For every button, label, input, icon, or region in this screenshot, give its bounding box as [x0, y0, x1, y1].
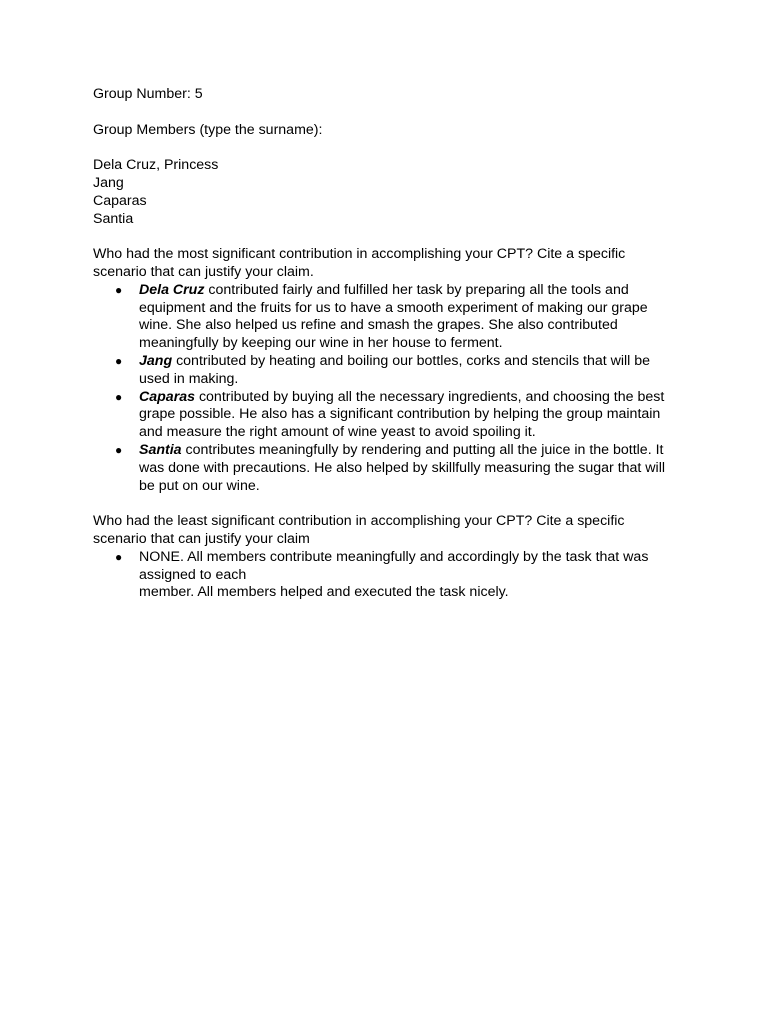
- member-surname: Jang: [139, 352, 173, 369]
- spacer: [93, 139, 673, 157]
- spacer: [93, 228, 673, 246]
- bullet-icon: ●: [115, 389, 123, 404]
- bullet-icon: ●: [115, 549, 123, 564]
- member-surname: Dela Cruz: [139, 281, 205, 298]
- list-item: [93, 549, 673, 602]
- member-surname: Santia: [139, 441, 182, 458]
- member-surname: Caparas: [139, 388, 195, 405]
- contribution-text: contributes meaningfully by rendering and putting all the juice in the bottle. It was done with precautions. He also helped by skillfully measuring the sugar that will be put on our wine.: [139, 441, 665, 494]
- question-most-significant: Who had the most significant contribution in accomplishing your CPT? Cite a specific scenario that can justify your claim.: [93, 246, 626, 280]
- list-item: [93, 353, 673, 389]
- answer-line: NONE. All members contribute meaningfully and accordingly by the task that was assigned to each: [139, 548, 649, 583]
- contribution-text: contributed by buying all the necessary ingredients, and choosing the best grape possible. He also has a significant contribution by helping the group maintain and measure the right amount of wine yeast to avoid spoiling it.: [139, 388, 665, 441]
- bullet-icon: ●: [115, 442, 123, 457]
- member-name: Caparas: [93, 192, 147, 209]
- bullet-icon: ●: [115, 282, 123, 297]
- question-least-significant: Who had the least significant contribution in accomplishing your CPT? Cite a specific scenario that can justify your claim: [93, 513, 625, 547]
- member-name: Dela Cruz, Princess: [93, 157, 219, 174]
- list-item: [93, 282, 673, 353]
- member-name: Jang: [93, 174, 124, 191]
- contribution-text: contributed by heating and boiling our bottles, corks and stencils that will be used in making.: [139, 352, 651, 387]
- answer-line: member. All members helped and executed the task nicely.: [139, 584, 509, 601]
- group-number: Group Number: 5: [93, 86, 203, 102]
- document-page: [93, 86, 673, 602]
- spacer: [93, 495, 673, 513]
- most-significant-list: [93, 282, 673, 496]
- spacer: [93, 104, 673, 122]
- list-item: [93, 442, 673, 495]
- list-item: [93, 389, 673, 442]
- least-significant-list: [93, 549, 673, 602]
- bullet-icon: ●: [115, 353, 123, 368]
- member-name: Santia: [93, 210, 134, 227]
- group-members-heading: Group Members (type the surname):: [93, 121, 323, 138]
- contribution-text: contributed fairly and fulfilled her task by preparing all the tools and equipment and the fruits for us to have a smooth experiment of making our grape wine. She also helped us refine and smash the grapes. She also contributed meaningfully by keeping our wine in her house to ferment.: [139, 281, 648, 352]
